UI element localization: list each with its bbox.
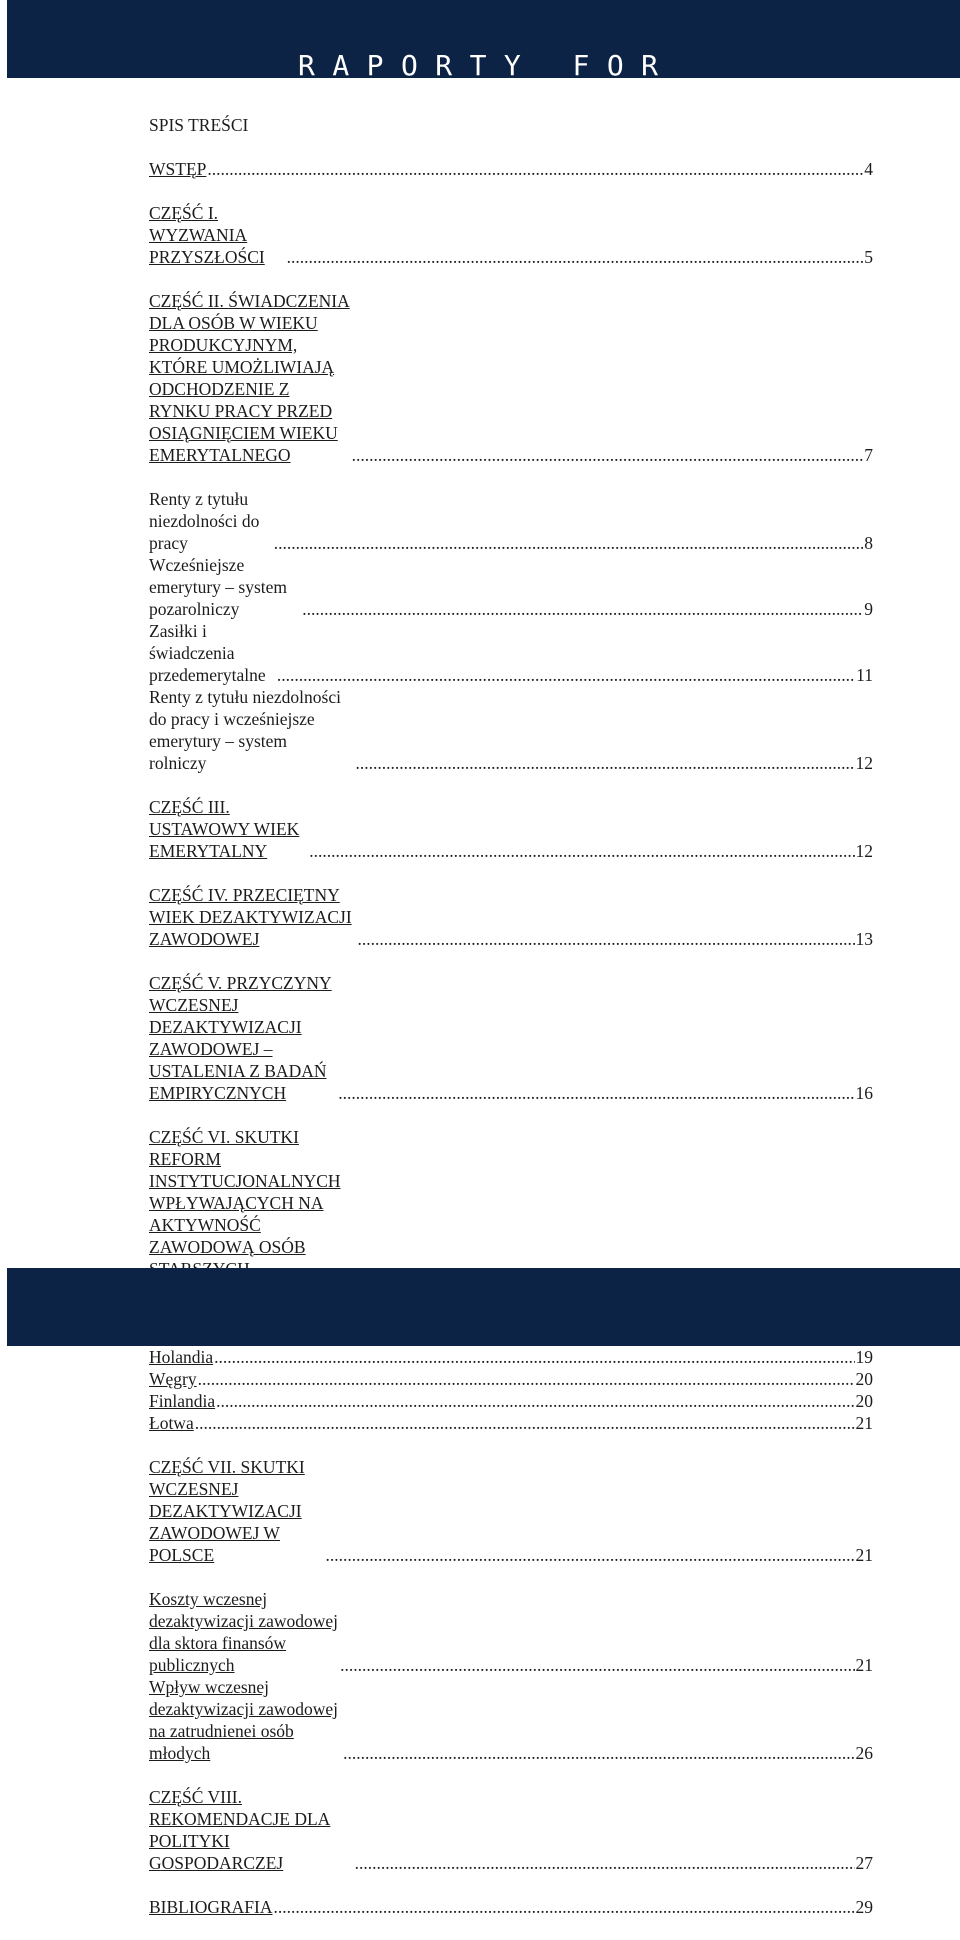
toc-dot-leader (287, 246, 864, 268)
toc-dot-leader (325, 1544, 854, 1566)
toc-page-number[interactable]: 16 (855, 1083, 873, 1103)
toc-page-number[interactable]: 20 (855, 1391, 873, 1411)
toc-dot-leader (355, 1852, 855, 1874)
toc-entry[interactable] (149, 686, 873, 774)
toc-dot-leader (343, 1742, 854, 1764)
toc-entry[interactable] (149, 1412, 873, 1434)
toc-entry-label[interactable]: Węgry (149, 1369, 197, 1389)
toc-entry[interactable] (149, 554, 873, 620)
toc-entry[interactable] (149, 1676, 873, 1764)
toc-dot-leader (214, 1346, 854, 1368)
toc-entry[interactable] (149, 290, 873, 466)
toc-page-number[interactable]: 5 (864, 247, 873, 267)
toc-page-number[interactable]: 21 (855, 1413, 873, 1433)
toc-entry[interactable] (149, 620, 873, 686)
toc-entry[interactable] (149, 1390, 873, 1412)
toc-entry-label[interactable]: Finlandia (149, 1391, 216, 1411)
toc-page-number[interactable]: 9 (864, 599, 873, 619)
toc-entry[interactable] (149, 202, 873, 268)
toc-page-number[interactable]: 13 (855, 929, 873, 949)
toc-dot-leader (352, 444, 864, 466)
table-of-contents (149, 114, 873, 1940)
toc-entry-label[interactable]: Koszty wczesnej dezaktywizacji zawodowej dla sktora finansów publicznych (149, 1589, 339, 1675)
footer-band (7, 1268, 960, 1346)
toc-page-number[interactable]: 29 (855, 1897, 873, 1917)
toc-entry[interactable] (149, 1456, 873, 1566)
toc-entry[interactable] (149, 488, 873, 554)
toc-heading: SPIS TREŚCI (149, 115, 249, 135)
toc-dot-leader (358, 928, 855, 950)
toc-entry-label[interactable]: CZĘŚĆ I. WYZWANIA PRZYSZŁOŚCI (149, 203, 265, 267)
toc-page-number[interactable]: 21 (855, 1545, 873, 1565)
toc-entry[interactable] (149, 796, 873, 862)
toc-entry-label[interactable]: Renty z tytułu niezdolności do pracy i wcześniejsze emerytury – system rolniczy (149, 687, 341, 773)
toc-page-number[interactable]: 27 (855, 1853, 873, 1873)
toc-entry[interactable] (149, 1896, 873, 1918)
toc-dot-leader (207, 158, 863, 180)
toc-entry-label[interactable]: Renty z tytułu niezdolności do pracy (149, 489, 260, 553)
toc-page-number[interactable]: 12 (855, 841, 873, 861)
toc-dot-leader (274, 532, 864, 554)
toc-entry-label[interactable]: Zasiłki i świadczenia przedemerytalne (149, 621, 266, 685)
toc-entry-label[interactable]: CZĘŚĆ VIII. REKOMENDACJE DLA POLITYKI GOSPODARCZEJ (149, 1787, 331, 1873)
toc-entry-label[interactable]: BIBLIOGRAFIA (149, 1897, 273, 1917)
toc-dot-leader (302, 598, 863, 620)
toc-dot-leader (198, 1368, 855, 1390)
toc-page-number[interactable]: 8 (864, 533, 873, 553)
toc-page-number[interactable]: 11 (856, 665, 873, 685)
toc-entry-label[interactable]: WSTĘP (149, 159, 207, 179)
toc-dot-leader (355, 752, 854, 774)
toc-dot-leader (273, 1896, 854, 1918)
toc-entry-label[interactable]: CZĘŚĆ IV. PRZECIĘTNY WIEK DEZAKTYWIZACJI ZAWODOWEJ (149, 885, 352, 949)
toc-dot-leader (338, 1082, 854, 1104)
toc-entries (149, 158, 873, 1918)
toc-page-number[interactable]: 7 (864, 445, 873, 465)
toc-entry-label[interactable]: CZĘŚĆ V. PRZYCZYNY WCZESNEJ DEZAKTYWIZACJI ZAWODOWEJ – USTALENIA Z BADAŃ EMPIRYCZNYCH (149, 973, 332, 1103)
toc-entry[interactable] (149, 1368, 873, 1390)
toc-entry-label[interactable]: Holandia (149, 1347, 214, 1367)
toc-page-number[interactable]: 26 (855, 1743, 873, 1763)
toc-page-number[interactable]: 12 (855, 753, 873, 773)
toc-dot-leader (277, 664, 855, 686)
toc-entry-label[interactable]: CZĘŚĆ VII. SKUTKI WCZESNEJ DEZAKTYWIZACJI ZAWODOWEJ W POLSCE (149, 1457, 305, 1565)
header-title: R A P O R T Y F O R (298, 49, 659, 82)
toc-page-number[interactable]: 20 (855, 1369, 873, 1389)
toc-page-number[interactable]: 4 (864, 159, 873, 179)
toc-entry[interactable] (149, 972, 873, 1104)
toc-entry-label[interactable]: Wcześniejsze emerytury – system pozarolniczy (149, 555, 288, 619)
toc-entry-label[interactable]: CZĘŚĆ VI. SKUTKI REFORM INSTYTUCJONALNYCH WPŁYWAJĄCYCH NA AKTYWNOŚĆ ZAWODOWĄ OSÓB (149, 1127, 341, 1257)
toc-entry[interactable] (149, 884, 873, 950)
toc-page-number[interactable]: 21 (855, 1655, 873, 1675)
toc-entry-label[interactable]: Łotwa (149, 1413, 194, 1433)
toc-dot-leader (216, 1390, 854, 1412)
toc-entry-label[interactable]: Wpływ wczesnej dezaktywizacji zawodowej na zatrudnienei osób młodych (149, 1677, 339, 1763)
toc-dot-leader (195, 1412, 855, 1434)
toc-entry-label[interactable]: CZĘŚĆ III. USTAWOWY WIEK EMERYTALNY (149, 797, 300, 861)
toc-page-number[interactable]: 19 (855, 1347, 873, 1367)
toc-dot-leader (340, 1654, 854, 1676)
toc-dot-leader (309, 840, 854, 862)
toc-entry-label[interactable]: CZĘŚĆ II. ŚWIADCZENIA DLA OSÓB W WIEKU PRODUKCYJNYM, KTÓRE UMOŻLIWIAJĄ ODCHODZENIE Z RYNKU PRACY PRZED OSIĄGNIĘCIEM WIEKU EMERYTALNEGO (149, 291, 350, 465)
toc-entry[interactable] (149, 158, 873, 180)
toc-entry[interactable] (149, 1786, 873, 1874)
toc-entry[interactable] (149, 1346, 873, 1368)
toc-entry[interactable] (149, 1588, 873, 1676)
